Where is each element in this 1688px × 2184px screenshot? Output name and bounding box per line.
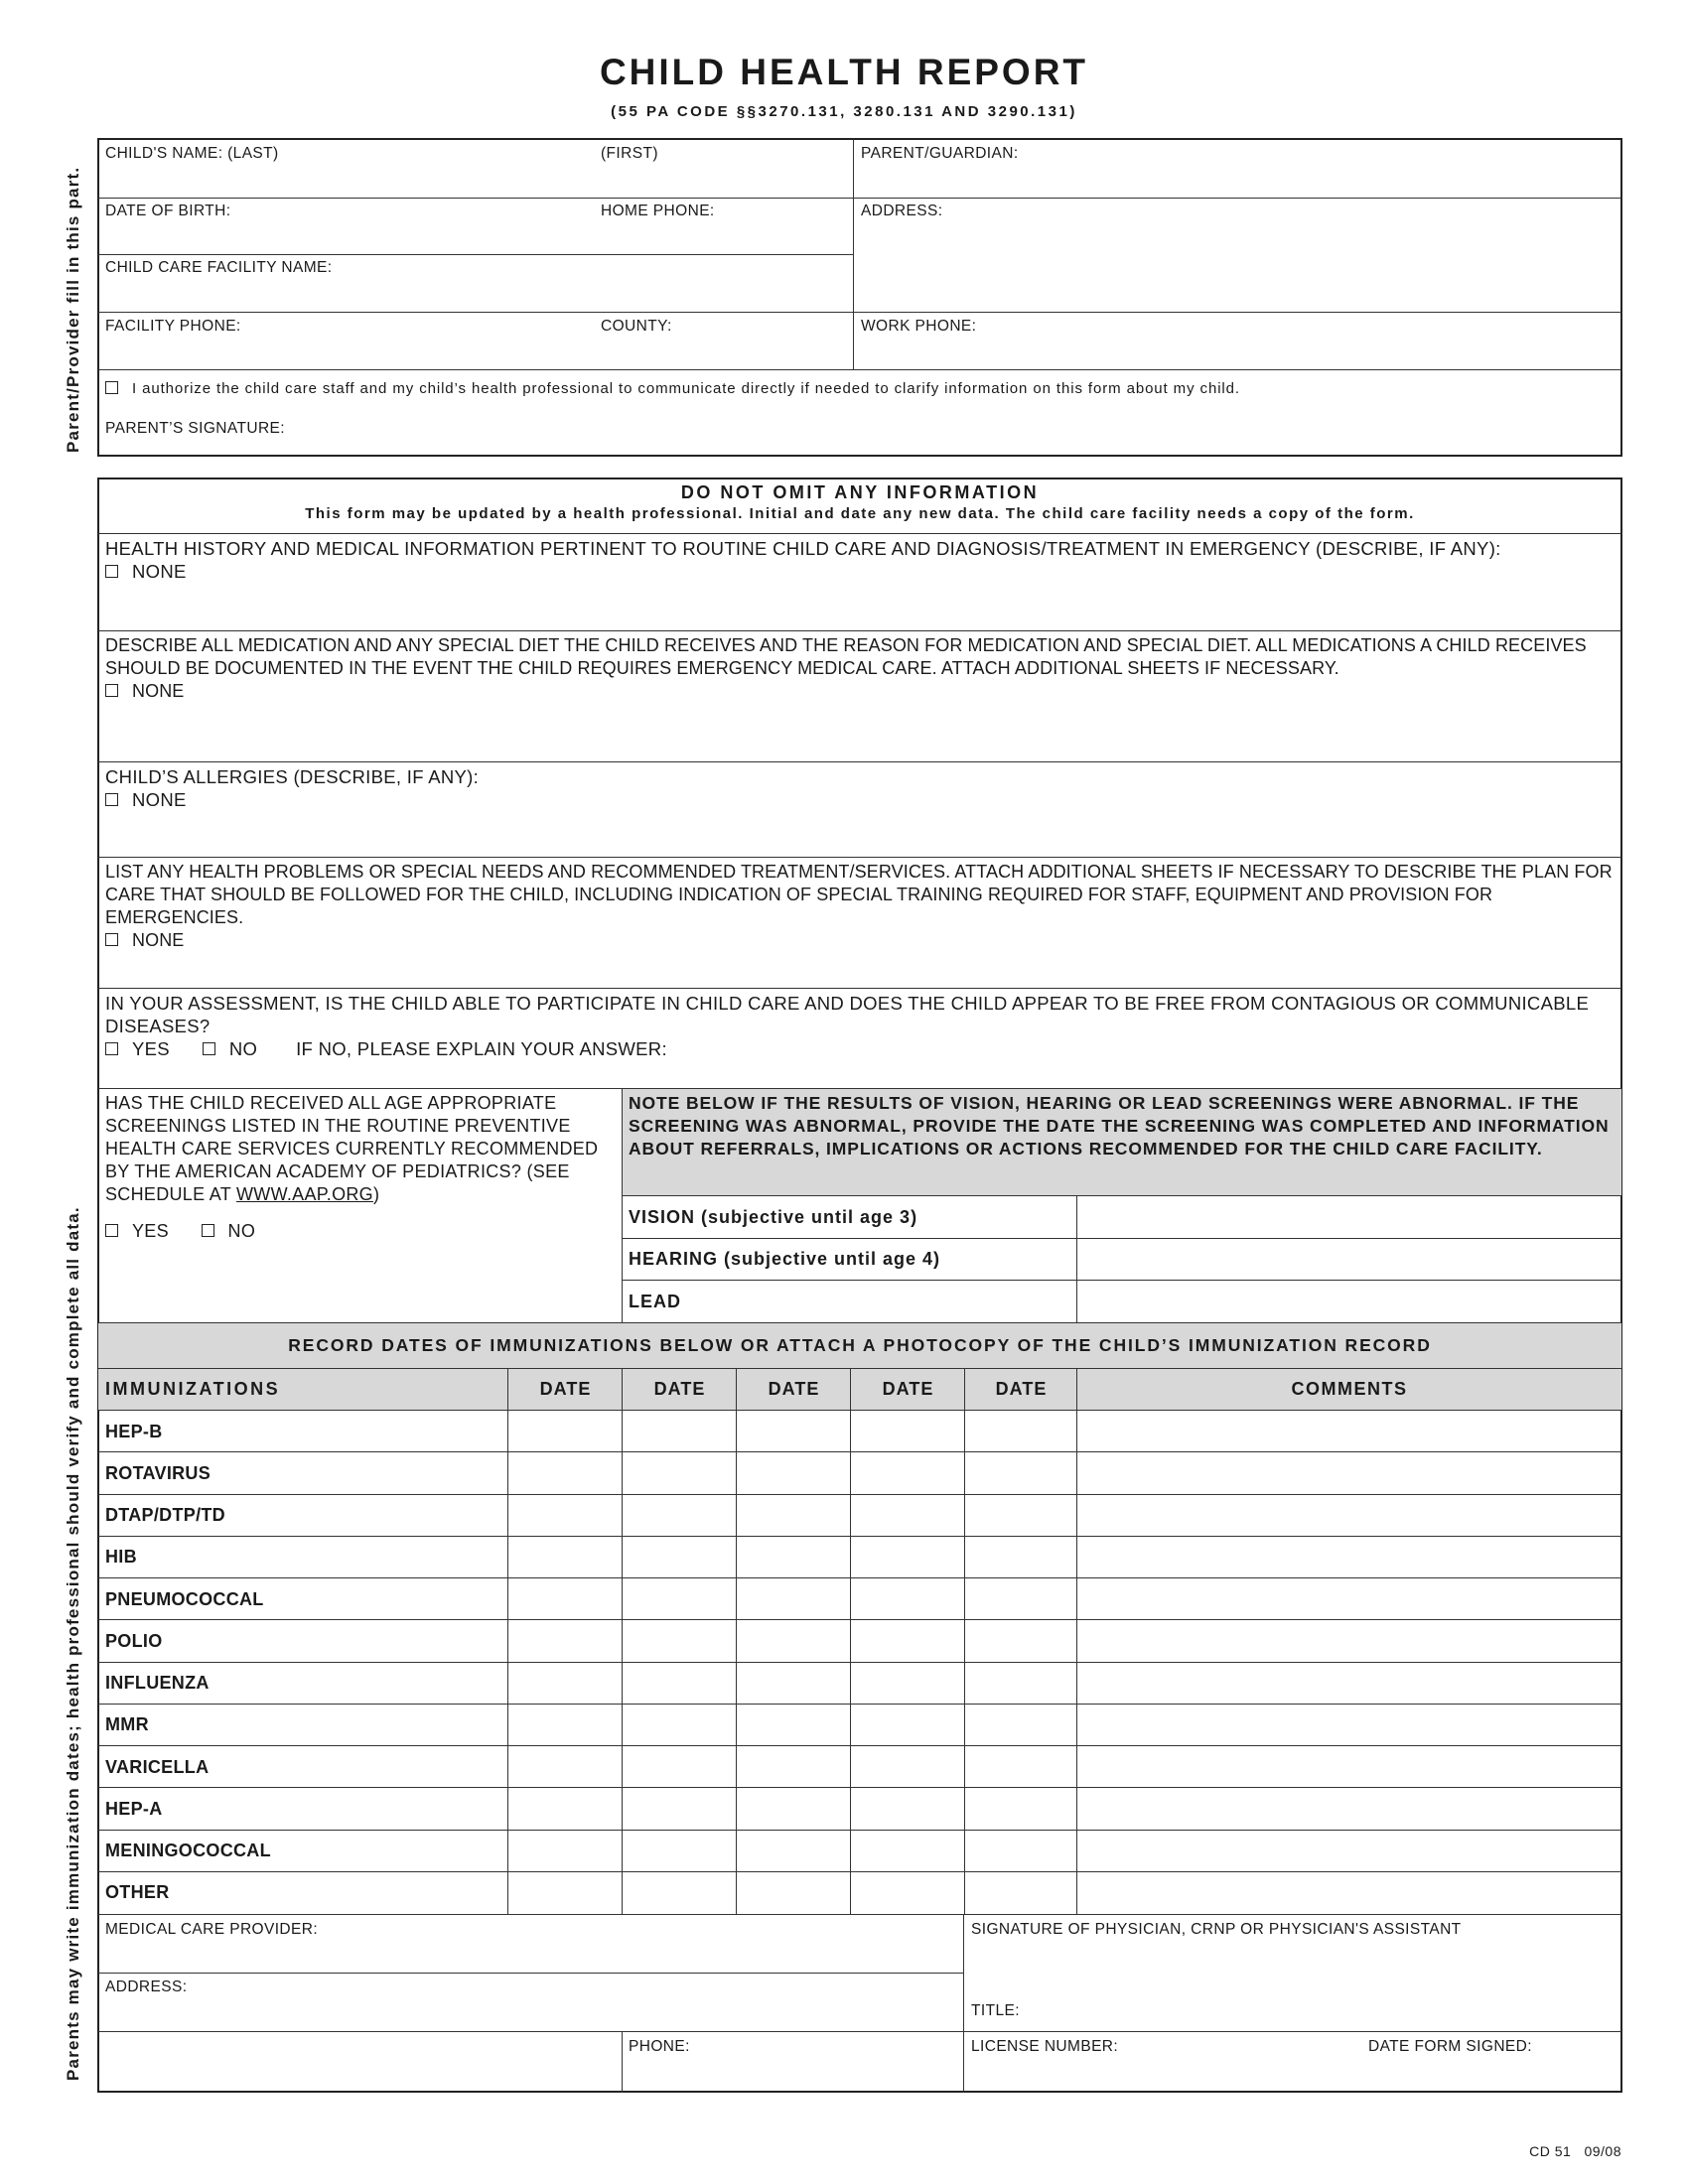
medication-none-checkbox[interactable] — [105, 684, 118, 697]
col-date-2: DATE — [653, 1379, 706, 1399]
immunization-date-cell[interactable] — [965, 1705, 1076, 1744]
immunization-row-label: PNEUMOCOCCAL — [105, 1588, 264, 1609]
immunization-date-cell[interactable] — [965, 1411, 1076, 1450]
allergies-label: CHILD’S ALLERGIES (DESCRIBE, IF ANY): — [105, 766, 480, 787]
authorization-text: I authorize the child care staff and my child’s health professional to communicate directly if needed to clarify information on this form about my child. — [132, 380, 1240, 397]
assessment-no-label: NO — [228, 1038, 258, 1059]
col-immunizations: IMMUNIZATIONS — [105, 1379, 281, 1399]
immunization-comment-cell[interactable] — [1077, 1495, 1621, 1535]
physician-signature-field[interactable]: SIGNATURE OF PHYSICIAN, CRNP OR PHYSICIAN'S ASSISTANT — [971, 1921, 1462, 1938]
immunization-date-cell[interactable] — [623, 1411, 736, 1450]
facility-name-field[interactable]: CHILD CARE FACILITY NAME: — [105, 259, 333, 276]
immunization-comment-cell[interactable] — [1077, 1788, 1621, 1828]
screenings-question-block: HAS THE CHILD RECEIVED ALL AGE APPROPRIATE SCREENINGS LISTED IN THE ROUTINE PREVENTIVE HEALTH CARE SERVICES CURRENTLY RECOMMENDED BY THE AMERICAN ACADEMY OF PEDIATRICS? (SEE SCHEDULE AT WWW.AAP.ORG) YES NO — [105, 1093, 599, 1241]
immunization-comment-cell[interactable] — [1077, 1537, 1621, 1576]
immunization-row-label: HEP-B — [105, 1421, 163, 1441]
immunization-date-cell[interactable] — [851, 1452, 964, 1492]
immunization-date-cell[interactable] — [965, 1788, 1076, 1828]
immunization-date-cell[interactable] — [965, 1452, 1076, 1492]
immunization-date-cell[interactable] — [737, 1537, 850, 1576]
immunization-date-cell[interactable] — [851, 1831, 964, 1870]
immunization-date-cell[interactable] — [508, 1746, 622, 1786]
parent-guardian-field[interactable]: PARENT/GUARDIAN: — [861, 145, 1019, 162]
col-comments: COMMENTS — [1291, 1379, 1408, 1399]
row-divider — [98, 1871, 1621, 1872]
assessment-yes-label: YES — [132, 1038, 170, 1059]
immunization-date-cell[interactable] — [965, 1872, 1076, 1912]
row-divider — [98, 1830, 1621, 1831]
immunization-date-cell[interactable] — [623, 1537, 736, 1576]
col-date-3: DATE — [768, 1379, 820, 1399]
assessment-block — [105, 992, 1615, 1060]
immunization-date-cell[interactable] — [508, 1663, 622, 1703]
authorization-checkbox[interactable] — [105, 381, 118, 394]
lead-result-field[interactable] — [1077, 1281, 1621, 1322]
immunization-comment-cell[interactable] — [1077, 1411, 1621, 1450]
immunization-date-cell[interactable] — [737, 1663, 850, 1703]
immunization-row-label: HEP-A — [105, 1798, 163, 1819]
immunization-date-cell[interactable] — [623, 1872, 736, 1912]
immunization-comment-cell[interactable] — [1077, 1620, 1621, 1660]
immunization-comment-cell[interactable] — [1077, 1578, 1621, 1618]
row-divider — [98, 1577, 1621, 1578]
child-name-first-field[interactable]: (FIRST) — [601, 145, 658, 162]
immunization-row-label: POLIO — [105, 1630, 163, 1651]
immunization-date-cell[interactable] — [737, 1788, 850, 1828]
screenings-note: NOTE BELOW IF THE RESULTS OF VISION, HEARING OR LEAD SCREENINGS WERE ABNORMAL. IF THE SCREENING WAS ABNORMAL, PROVIDE THE DATE THE SCREENING WAS COMPLETED AND INFORMATION ABOUT REFERRALS, IMPLICATIONS OR ACTIONS RECOMMENDED FOR THE CHILD CARE FACILITY. — [629, 1093, 1610, 1159]
immunization-comment-cell[interactable] — [1077, 1831, 1621, 1870]
hearing-label: HEARING (subjective until age 4) — [629, 1249, 941, 1269]
immunization-date-cell[interactable] — [965, 1537, 1076, 1576]
immunization-date-cell[interactable] — [737, 1578, 850, 1618]
home-phone-field[interactable]: HOME PHONE: — [601, 203, 715, 219]
screenings-no-label: NO — [227, 1221, 256, 1241]
immunization-comment-cell[interactable] — [1077, 1663, 1621, 1703]
immunization-banner: RECORD DATES OF IMMUNIZATIONS BELOW OR ATTACH A PHOTOCOPY OF THE CHILD’S IMMUNIZATION RECORD — [288, 1335, 1432, 1355]
problems-none-checkbox[interactable] — [105, 933, 118, 946]
immunization-date-cell[interactable] — [508, 1452, 622, 1492]
col-date-5: DATE — [995, 1379, 1048, 1399]
immunization-row-label: MMR — [105, 1714, 149, 1735]
form-title: CHILD HEALTH REPORT — [599, 52, 1089, 92]
child-name-last-field[interactable]: CHILD'S NAME: (LAST) — [105, 145, 279, 162]
facility-phone-field[interactable]: FACILITY PHONE: — [105, 318, 241, 335]
immunization-date-cell[interactable] — [737, 1411, 850, 1450]
license-number-field[interactable]: LICENSE NUMBER: — [971, 2038, 1119, 2055]
allergies-block — [105, 765, 1615, 811]
immunization-date-cell[interactable] — [508, 1495, 622, 1535]
immunization-date-cell[interactable] — [965, 1746, 1076, 1786]
row-divider — [98, 1787, 1621, 1788]
immunization-date-cell[interactable] — [851, 1663, 964, 1703]
immunization-date-cell[interactable] — [623, 1788, 736, 1828]
immunization-date-cell[interactable] — [737, 1620, 850, 1660]
immunization-date-cell[interactable] — [508, 1788, 622, 1828]
immunization-comment-cell[interactable] — [1077, 1705, 1621, 1744]
update-instructions: This form may be updated by a health professional. Initial and date any new data. The child care facility needs a copy of the form. — [305, 505, 1415, 522]
immunization-date-cell[interactable] — [965, 1620, 1076, 1660]
col-date-4: DATE — [882, 1379, 934, 1399]
history-none-label: NONE — [132, 561, 187, 582]
immunization-date-cell[interactable] — [965, 1495, 1076, 1535]
form-subtitle: (55 PA CODE §§3270.131, 3280.131 AND 3290.131) — [611, 103, 1077, 120]
row-divider — [98, 1619, 1621, 1620]
vision-label: VISION (subjective until age 3) — [629, 1206, 918, 1227]
immunization-date-cell[interactable] — [508, 1705, 622, 1744]
immunization-date-cell[interactable] — [737, 1831, 850, 1870]
lead-label: LEAD — [629, 1291, 681, 1311]
immunization-comment-cell[interactable] — [1077, 1872, 1621, 1912]
health-problems-block — [105, 861, 1617, 952]
immunization-date-cell[interactable] — [851, 1746, 964, 1786]
immunization-date-cell[interactable] — [737, 1495, 850, 1535]
immunization-row-label: HIB — [105, 1547, 137, 1568]
col-date-1: DATE — [539, 1379, 592, 1399]
work-phone-field[interactable]: WORK PHONE: — [861, 318, 977, 335]
do-not-omit-heading: DO NOT OMIT ANY INFORMATION — [680, 482, 1040, 502]
immunization-date-cell[interactable] — [737, 1872, 850, 1912]
immunization-date-cell[interactable] — [623, 1452, 736, 1492]
allergies-none-checkbox[interactable] — [105, 793, 118, 806]
assessment-yes-checkbox[interactable] — [105, 1042, 118, 1055]
immunization-date-cell[interactable] — [965, 1578, 1076, 1618]
immunization-date-cell[interactable] — [508, 1537, 622, 1576]
immunization-date-cell[interactable] — [508, 1872, 622, 1912]
immunization-date-cell[interactable] — [623, 1746, 736, 1786]
title-field[interactable]: TITLE: — [971, 2002, 1020, 2019]
aap-link[interactable]: WWW.AAP.ORG — [236, 1184, 373, 1204]
immunization-comment-cell[interactable] — [1077, 1452, 1621, 1492]
assessment-explain-label: IF NO, PLEASE EXPLAIN YOUR ANSWER: — [296, 1038, 667, 1059]
immunization-date-cell[interactable] — [851, 1872, 964, 1912]
immunization-date-cell[interactable] — [851, 1537, 964, 1576]
hearing-result-field[interactable] — [1077, 1239, 1621, 1280]
medication-none-label: NONE — [132, 681, 185, 701]
county-field[interactable]: COUNTY: — [601, 318, 672, 335]
immunization-date-cell[interactable] — [851, 1411, 964, 1450]
health-history-label: HEALTH HISTORY AND MEDICAL INFORMATION PERTINENT TO ROUTINE CHILD CARE AND DIAGNOSIS/TREATMENT IN EMERGENCY (DESCRIBE, IF ANY): — [105, 538, 1501, 559]
immunization-row-label: INFLUENZA — [105, 1673, 210, 1694]
address-field[interactable]: ADDRESS: — [861, 203, 943, 219]
immunization-date-cell[interactable] — [851, 1495, 964, 1535]
medication-label: DESCRIBE ALL MEDICATION AND ANY SPECIAL DIET THE CHILD RECEIVES AND THE REASON FOR MEDICATION AND SPECIAL DIET. ALL MEDICATIONS A CHILD RECEIVES SHOULD BE DOCUMENTED IN THE EVENT THE CHILD REQUIRES EMERGENCY MEDICAL CARE. ATTACH ADDITIONAL SHEETS IF NECESSARY. — [105, 635, 1587, 678]
immunization-row-label: DTAP/DTP/TD — [105, 1505, 225, 1526]
immunization-date-cell[interactable] — [851, 1788, 964, 1828]
medical-care-provider-field[interactable]: MEDICAL CARE PROVIDER: — [105, 1921, 319, 1938]
immunization-date-cell[interactable] — [508, 1578, 622, 1618]
immunization-date-cell[interactable] — [508, 1831, 622, 1870]
immunization-date-cell[interactable] — [965, 1663, 1076, 1703]
row-divider — [98, 1662, 1621, 1663]
provider-phone-field[interactable]: PHONE: — [629, 2038, 690, 2055]
immunization-date-cell[interactable] — [851, 1620, 964, 1660]
immunization-date-cell[interactable] — [508, 1411, 622, 1450]
immunization-row-label: VARICELLA — [105, 1756, 210, 1777]
form-id: CD 51 09/08 — [1529, 2143, 1621, 2159]
immunization-date-cell[interactable] — [737, 1705, 850, 1744]
date-form-signed-field[interactable]: DATE FORM SIGNED: — [1368, 2038, 1532, 2055]
row-divider — [98, 1536, 1621, 1537]
history-none-checkbox[interactable] — [105, 565, 118, 578]
immunization-row-label: OTHER — [105, 1882, 170, 1903]
row-divider — [98, 1704, 1621, 1705]
immunization-date-cell[interactable] — [851, 1705, 964, 1744]
immunization-date-cell[interactable] — [623, 1831, 736, 1870]
immunization-date-cell[interactable] — [623, 1663, 736, 1703]
immunization-date-cell[interactable] — [623, 1578, 736, 1618]
row-divider — [98, 1745, 1621, 1746]
row-divider — [98, 1451, 1621, 1452]
allergies-none-label: NONE — [132, 789, 187, 810]
authorization-row — [105, 380, 1240, 397]
immunization-date-cell[interactable] — [851, 1578, 964, 1618]
screenings-yes-checkbox[interactable] — [105, 1224, 118, 1237]
immunization-date-cell[interactable] — [623, 1705, 736, 1744]
date-of-birth-field[interactable]: DATE OF BIRTH: — [105, 203, 231, 219]
parent-signature-field[interactable]: PARENT’S SIGNATURE: — [105, 420, 285, 437]
screenings-question: HAS THE CHILD RECEIVED ALL AGE APPROPRIATE SCREENINGS LISTED IN THE ROUTINE PREVENTIVE HEALTH CARE SERVICES CURRENTLY RECOMMENDED BY THE AMERICAN ACADEMY OF PEDIATRICS? (SEE SCHEDULE AT — [105, 1093, 599, 1204]
immunization-date-cell[interactable] — [508, 1620, 622, 1660]
immunization-date-cell[interactable] — [623, 1495, 736, 1535]
provider-address-field[interactable]: ADDRESS: — [105, 1979, 188, 1995]
immunization-date-cell[interactable] — [737, 1746, 850, 1786]
immunization-date-cell[interactable] — [623, 1620, 736, 1660]
immunization-date-cell[interactable] — [737, 1452, 850, 1492]
problems-none-label: NONE — [132, 930, 185, 950]
screenings-no-checkbox[interactable] — [202, 1224, 214, 1237]
parent-section — [97, 138, 1622, 457]
vision-result-field[interactable] — [1077, 1196, 1621, 1238]
immunization-date-cell[interactable] — [965, 1831, 1076, 1870]
health-problems-label: LIST ANY HEALTH PROBLEMS OR SPECIAL NEEDS AND RECOMMENDED TREATMENT/SERVICES. ATTACH ADDITIONAL SHEETS IF NECESSARY TO DESCRIBE THE PLAN FOR CARE THAT SHOULD BE FOLLOWED FOR THE CHILD, INCLUDING INDICATION OF SPECIAL TRAINING REQUIRED FOR STAFF, EQUIPMENT AND PROVISION FOR EMERGENCIES. — [105, 862, 1613, 927]
screenings-yes-label: YES — [132, 1221, 169, 1241]
side-note-bottom: Parents may write immunization dates; health professional should verify and complete all data. — [64, 1206, 82, 2081]
immunization-row-label: ROTAVIRUS — [105, 1462, 211, 1483]
health-history-block — [105, 537, 1615, 583]
medication-block — [105, 634, 1617, 703]
row-divider — [98, 1494, 1621, 1495]
assessment-label: IN YOUR ASSESSMENT, IS THE CHILD ABLE TO PARTICIPATE IN CHILD CARE AND DOES THE CHILD APPEAR TO BE FREE FROM CONTAGIOUS OR COMMUNICABLE DISEASES? — [105, 993, 1590, 1036]
immunization-comment-cell[interactable] — [1077, 1746, 1621, 1786]
immunization-row-label: MENINGOCOCCAL — [105, 1841, 271, 1861]
assessment-no-checkbox[interactable] — [203, 1042, 215, 1055]
side-note-top: Parent/Provider fill in this part. — [64, 166, 82, 453]
